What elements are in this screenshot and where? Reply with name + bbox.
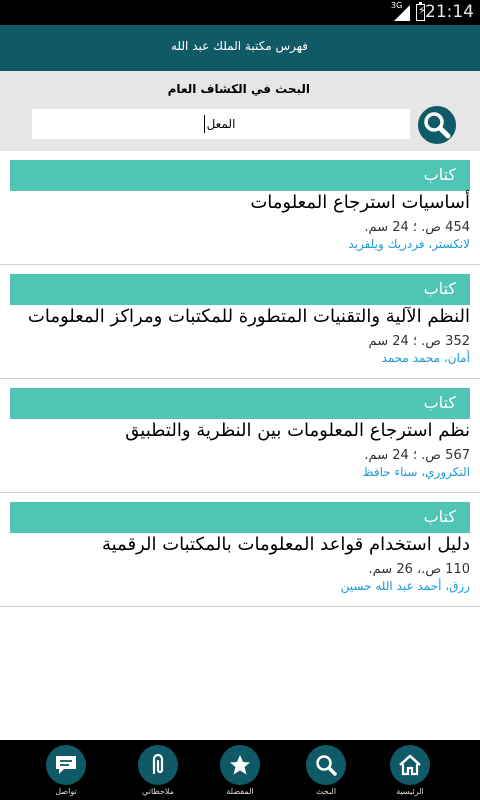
- nav-icon-circle: [306, 745, 346, 785]
- nav-icon-circle: [46, 745, 86, 785]
- nav-home[interactable]: [362, 740, 458, 800]
- title-bar: [0, 25, 480, 71]
- result-author-link[interactable]: أمان، محمد محمد: [381, 351, 470, 365]
- nav-label: البحث: [315, 787, 337, 796]
- type-band: [10, 160, 470, 191]
- bottom-navigation: [0, 740, 480, 800]
- results-list: [0, 151, 480, 607]
- nav-favorites[interactable]: [192, 740, 288, 800]
- result-item[interactable]: [0, 265, 480, 379]
- nav-search[interactable]: [278, 740, 374, 800]
- type-band: [10, 502, 470, 533]
- home-icon: [398, 753, 422, 777]
- chat-icon: [54, 753, 78, 777]
- nav-label: تواصل: [55, 787, 77, 796]
- result-physical-description: 110 ص.، 26 سم.: [368, 562, 470, 577]
- search-panel: [0, 71, 480, 151]
- nav-label: الرئيسية: [396, 787, 424, 796]
- result-item[interactable]: [0, 379, 480, 493]
- result-author-link[interactable]: التكروري، سناء حافظ: [362, 465, 470, 479]
- result-physical-description: 352 ص. ؛ 24 سم: [368, 334, 470, 349]
- nav-icon-circle: [138, 745, 178, 785]
- result-title[interactable]: نظم استرجاع المعلومات بين النظرية والتطبيق: [125, 420, 470, 441]
- nav-icon-circle: [390, 745, 430, 785]
- search-label: البحث في الكشاف العام: [167, 82, 310, 96]
- result-physical-description: 454 ص. ؛ 24 سم.: [364, 220, 470, 235]
- search-icon: [314, 753, 338, 777]
- result-item[interactable]: [0, 493, 480, 607]
- result-type: كتاب: [423, 507, 456, 526]
- text-cursor: [204, 115, 205, 133]
- result-title[interactable]: دليل استخدام قواعد المعلومات بالمكتبات الرقمية: [101, 534, 470, 555]
- type-band: [10, 274, 470, 305]
- page-title: فهرس مكتبة الملك عبد الله: [170, 39, 308, 53]
- nav-label: المفضلة: [226, 787, 254, 796]
- nav-contact[interactable]: [18, 740, 114, 800]
- result-physical-description: 567 ص. ؛ 24 سم.: [364, 448, 470, 463]
- search-input[interactable]: [32, 109, 410, 139]
- result-title[interactable]: النظم الآلية والتقنيات المتطورة للمكتبات ومراكز المعلومات: [27, 306, 470, 327]
- result-type: كتاب: [423, 279, 456, 298]
- result-author-link[interactable]: رزق، أحمد عبد الله حسين: [340, 579, 470, 593]
- network-type: 3G: [391, 1, 403, 10]
- result-type: كتاب: [423, 393, 456, 412]
- status-bar: [0, 0, 480, 25]
- star-icon: [228, 753, 252, 777]
- type-band: [10, 388, 470, 419]
- result-item[interactable]: [0, 151, 480, 265]
- result-title[interactable]: أساسيات استرجاع المعلومات: [250, 192, 470, 213]
- paperclip-icon: [146, 753, 170, 777]
- clock: 21:14: [425, 2, 474, 22]
- search-button[interactable]: [416, 104, 458, 146]
- charging-icon: ⚡: [418, 4, 426, 17]
- result-type: كتاب: [423, 165, 456, 184]
- nav-label: ملاحظاتي: [142, 787, 174, 796]
- nav-icon-circle: [220, 745, 260, 785]
- result-author-link[interactable]: لانكستر، فردريك ويلفريد: [348, 237, 470, 251]
- search-icon: [418, 106, 456, 144]
